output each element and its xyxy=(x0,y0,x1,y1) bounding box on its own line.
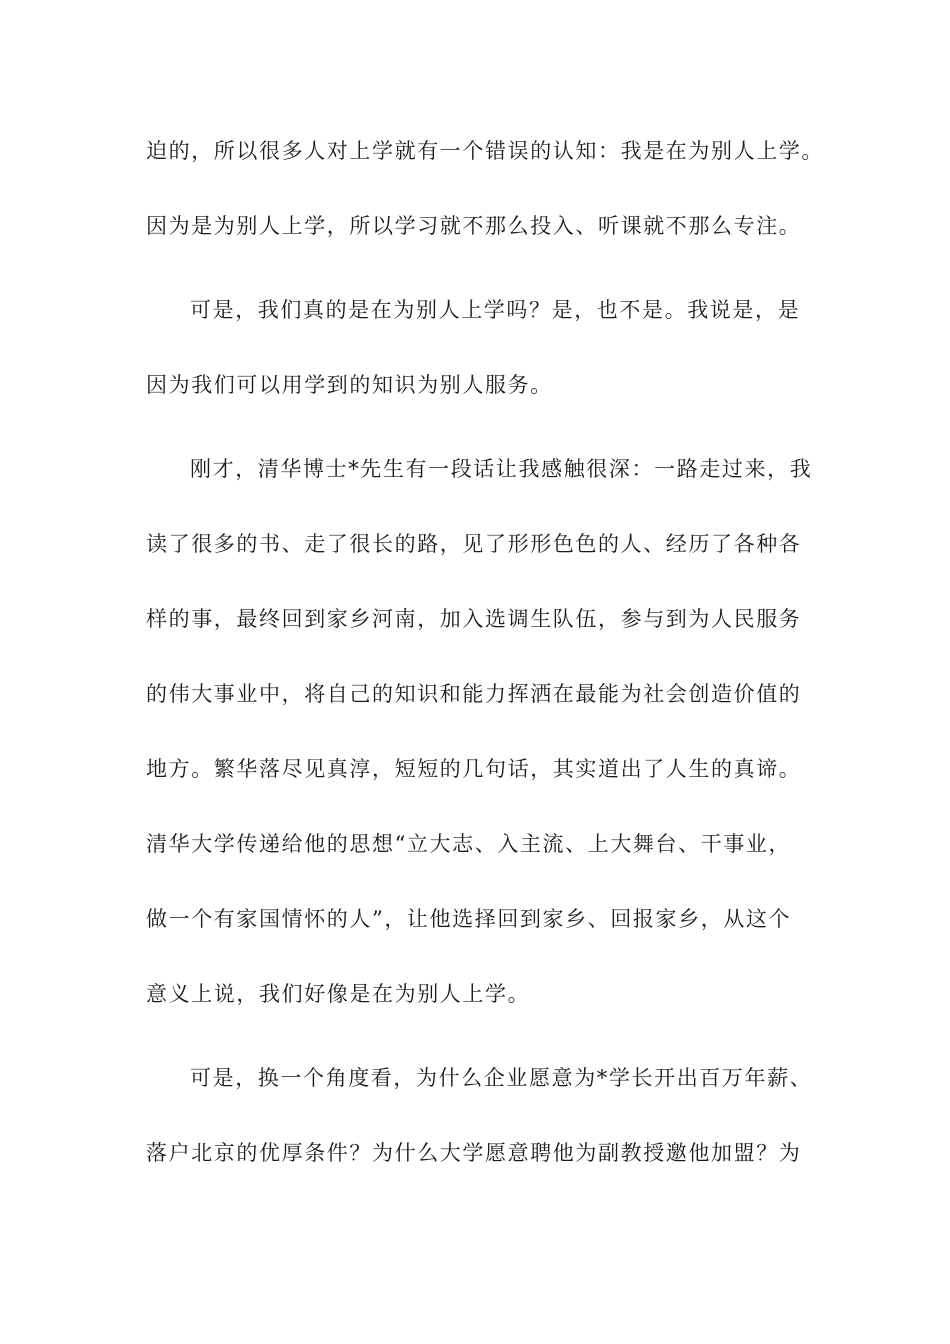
text-line: 因为我们可以用学到的知识为别人服务。 xyxy=(146,373,553,397)
text-line: 的伟大事业中，将自己的知识和能力挥洒在最能为社会创造价值的 xyxy=(146,682,802,706)
text-line: 因为是为别人上学，所以学习就不那么投入、听课就不那么专注。 xyxy=(146,214,802,238)
text-line: 样的事，最终回到家乡河南，加入选调生队伍，参与到为人民服务 xyxy=(146,607,802,631)
paragraph-start-line: 刚才，清华博士*先生有一段话让我感触很深：一路走过来，我 xyxy=(190,457,813,481)
paragraph-start-line: 可是，换一个角度看，为什么企业愿意为*学长开出百万年薪、 xyxy=(190,1066,813,1090)
paragraph-start-line: 可是，我们真的是在为别人上学吗？是，也不是。我说是，是 xyxy=(190,298,801,322)
text-line: 清华大学传递给他的思想“立大志、入主流、上大舞台、干事业， xyxy=(146,832,792,856)
text-line: 做一个有家国情怀的人”，让他选择回到家乡、回报家乡，从这个 xyxy=(146,907,792,931)
text-line: 地方。繁华落尽见真淳，短短的几句话，其实道出了人生的真谛。 xyxy=(146,757,802,781)
text-line: 读了很多的书、走了很长的路，见了形形色色的人、经历了各种各 xyxy=(146,532,802,556)
text-line: 意义上说，我们好像是在为别人上学。 xyxy=(146,982,531,1006)
text-line: 迫的，所以很多人对上学就有一个错误的认知：我是在为别人上学。 xyxy=(146,139,824,163)
text-line: 落户北京的优厚条件？为什么大学愿意聘他为副教授邀他加盟？为 xyxy=(146,1141,802,1165)
